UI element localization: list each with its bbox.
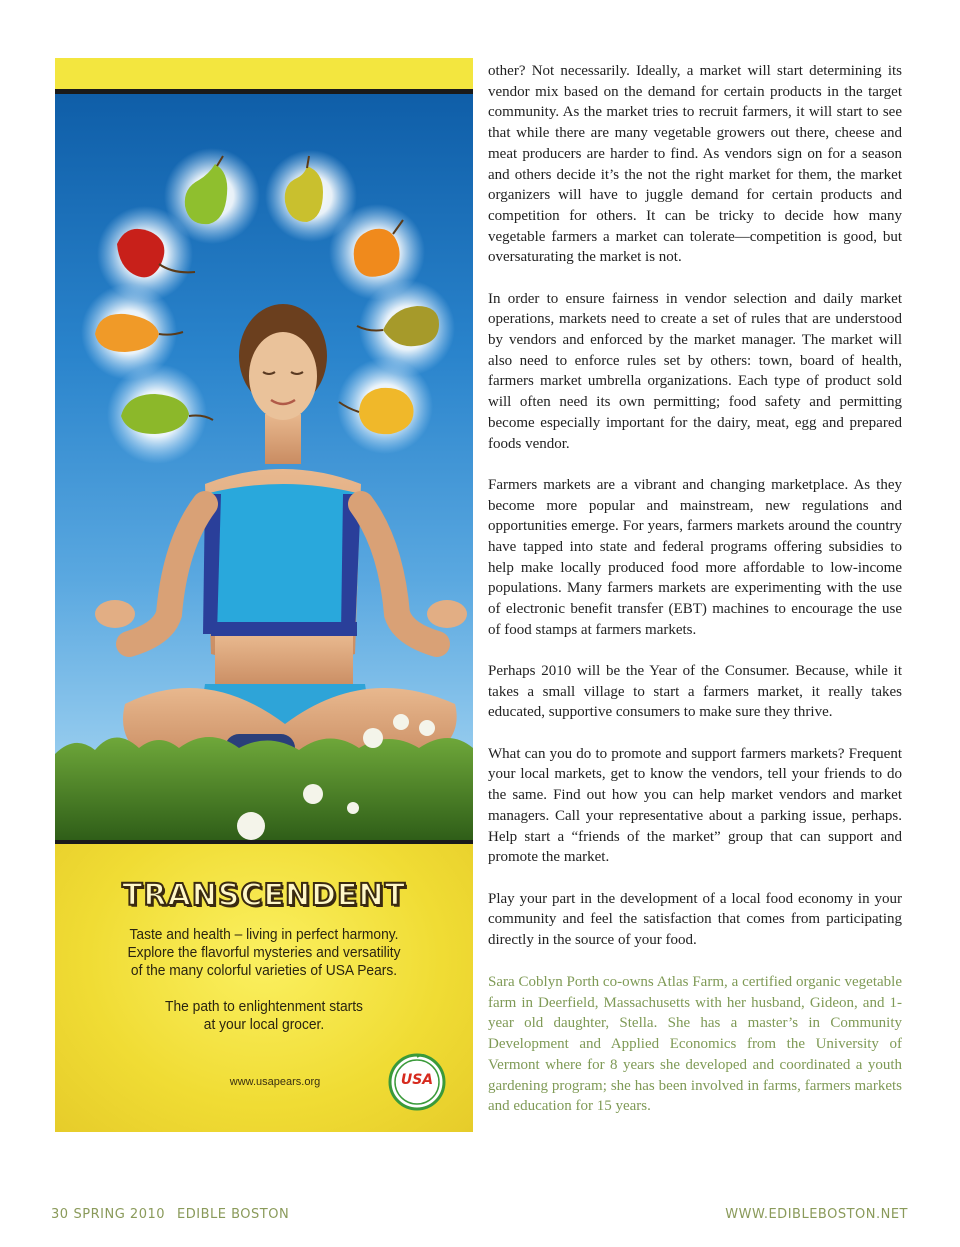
ad-illustration (55, 94, 473, 840)
article-paragraph: other? Not necessarily. Ideally, a market will start determining its vendor mix based on the demand for certain products in the target community. As the market tries to recruit farmers, it will start to see that while there are many vegetable growers out there, cheese and meat producers are harder to find. As vendors sign on for a season and others decide it’s the not the right market for them, the market organizers will have to juggle demand for certain products and competition for others. It can be tricky to decide how many vegetable farmers a market can tolerate—competition is good, but oversaturating the market is not. (488, 63, 902, 266)
article-paragraph: Perhaps 2010 will be the Year of the Consumer. Because, while it takes a small village to start a farmers market, it really takes educated, supportive consumers to make sure they thrive. (488, 663, 902, 721)
page-footer-left (51, 1207, 289, 1222)
ad-copy-line: Explore the flavorful mysteries and versatility (127, 944, 401, 961)
ad-copy-line: at your local grocer. (203, 1016, 325, 1033)
author-bio (488, 972, 902, 1117)
website-link[interactable]: WWW.EDIBLEBOSTON.NET (725, 1207, 908, 1222)
ad-top-band (55, 58, 473, 89)
ad-copy-line: The path to enlightenment starts (165, 998, 363, 1015)
pears-advertisement (55, 58, 473, 1132)
ad-copy-tagline (99, 926, 428, 980)
logo-text: USA (400, 1072, 434, 1088)
ad-copy-callout (99, 998, 428, 1034)
article-paragraph: In order to ensure fairness in vendor selection and daily market operations, markets need to create a set of rules that are understood by vendors and enforced by the market manager. The market will also need to enforce rules set by others: town, board of health, farmers market umbrella organizations. Each type of product sold will often need its own permitting; food safety and permitting become especially important for the dairy, meat, egg and prepared foods vendor. (488, 290, 902, 452)
usa-pears-logo-icon (387, 1051, 447, 1111)
pear-green-2-icon (107, 364, 213, 464)
article-paragraph: Farmers markets are a vibrant and changing marketplace. As they become more popular and mainstream, new regulations and opportunities emerge. For years, farmers markets around the country have tapped into state and federal programs offering subsidies to help make locally produced food more affordable to low-income populations. Many farmers markets are experimenting with the use of electronic benefit transfer (EBT) machines to encourage the use of food stamps at farmers markets. (488, 476, 902, 638)
ad-copy-line: of the many colorful varieties of USA Pears. (130, 962, 398, 979)
ad-photo-meditating-woman (55, 94, 473, 840)
article-paragraph: Play your part in the development of a local food economy in your community and feel the satisfaction that comes from participating directly in the source of your food. (488, 890, 902, 948)
ad-copy-line: Taste and health – living in perfect harmony. (129, 926, 399, 943)
publication-name: EDIBLE BOSTON (177, 1207, 290, 1222)
issue-label: SPRING 2010 (73, 1207, 166, 1222)
ad-url-link[interactable]: www.usapears.org (229, 1076, 321, 1088)
article-paragraph: What can you do to promote and support farmers markets? Frequent your local markets, get to know the vendors, tell your friends to do the same. Find out how you can help market vendors and market managers. Call your representative about a parking issue, perhaps. Help start a “friends of the market” group that can support and promote the market. (488, 745, 902, 866)
pear-orange-3-icon (337, 358, 433, 454)
ad-headline: TRANSCENDENT (121, 878, 407, 913)
author-bio-text: Sara Coblyn Porth co-owns Atlas Farm, a certified organic vegetable farm in Deerfield, Massachusetts with her husband, Gideon, and 1-year old daughter, Stella. She has a master’s in Community Development and Applied Economics from the University of Vermont where for 8 years she developed and coordinated a youth gardening program; she has been involved in farms, farmers markets and education for 15 years. (488, 974, 902, 1115)
page-number: 30 (51, 1207, 69, 1222)
article-body (488, 61, 902, 971)
